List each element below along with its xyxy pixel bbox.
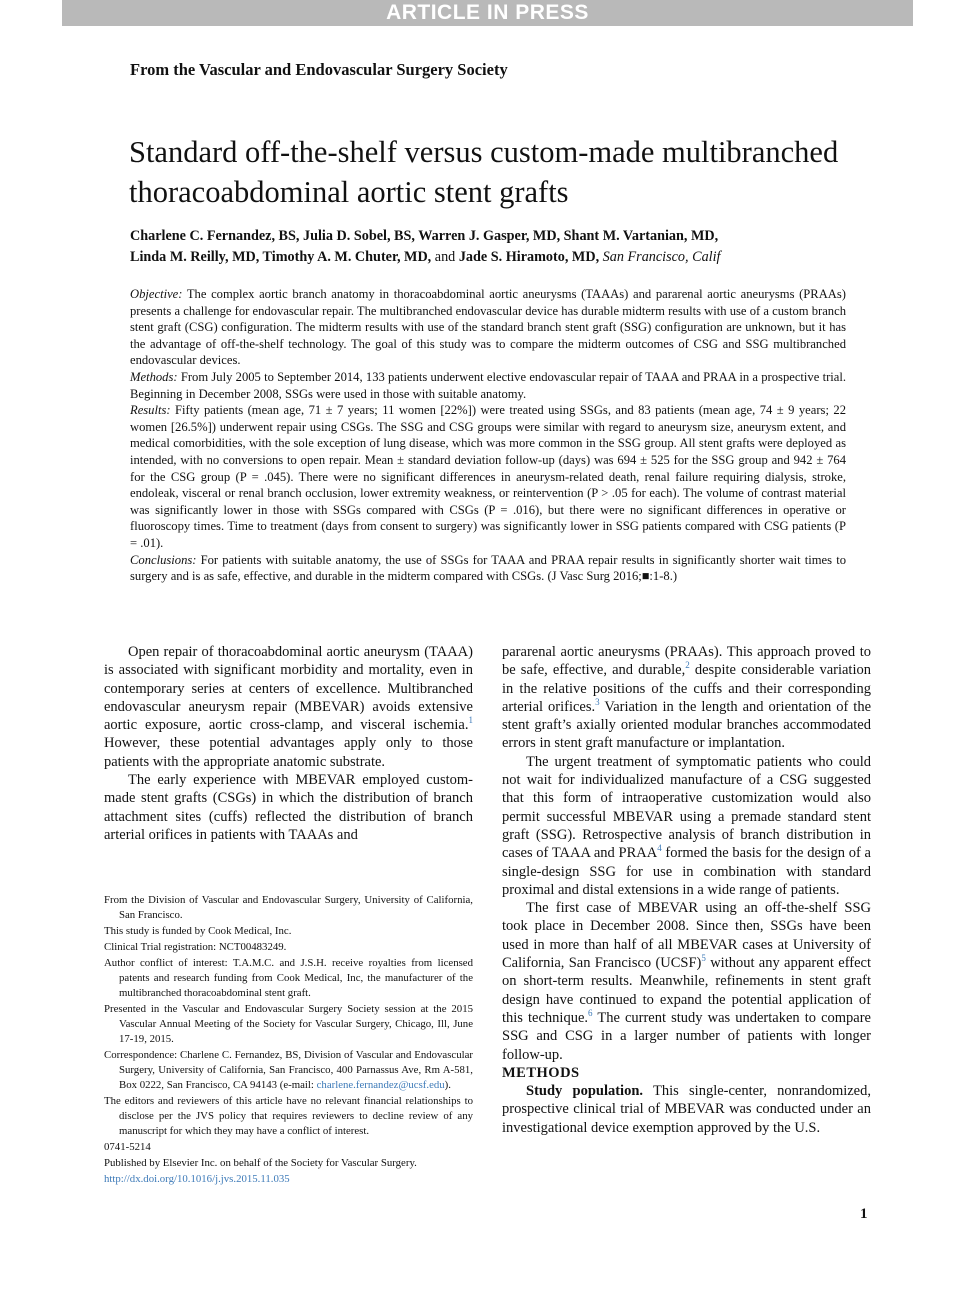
objective-label: Objective: (130, 287, 183, 301)
objective-text: The complex aortic branch anatomy in thoracoabdominal aortic aneurysms (TAAAs) and pararenal aortic aneurysms (PRAAs) presents a challenge for endovascular repair. The multibranched endovascular device has durable midterm results with use of a custom branch stent graft (CSG) configuration. The midterm results with use of the standard branch stent graft (SSG) configuration are unknown, but it has the advantage of off-the-shelf technology. The goal of this study was to compare the midterm outcomes of CSG and SSG multibranched endovascular devices. (130, 287, 846, 368)
results-label: Results: (130, 403, 171, 418)
body-paragraph (502, 643, 871, 753)
body-text: without any apparent effect on short-term results. Meanwhile, refinements in stent graft design have continued to expand the potential application of this technique. (502, 955, 872, 1026)
study-population-label: Study population. (526, 1083, 644, 1100)
society-header: From the Vascular and Endovascular Surgery Society (130, 60, 508, 79)
reference-link[interactable]: 4 (657, 843, 662, 854)
body-text: formed the basis for the design of a single-design SSG for use in combination with standard proximal and distal extensions in a wide range of patients. (502, 845, 871, 898)
conclusions-text: For patients with suitable anatomy, the use of SSGs for TAAA and PRAA repair results in significantly shorter wait times to surgery and is as safe, effective, and durable in the midterm compared with CSGs. (J Vasc Surg 2016;■:1-8.) (130, 552, 846, 584)
body-text: Variation in the length and orientation of the stent graft’s axially oriented modular branches accommodated errors in stent graft manufacture or implantation. (502, 698, 872, 752)
footnote-conflict: Author conflict of interest: T.A.M.C. and J.S.H. receive royalties from licensed patents and research funding from Cook Medical, Inc, the manufacturer of the multibranched thoracoabdominal stent graft. (104, 957, 473, 999)
body-paragraph (104, 771, 473, 844)
article-title: Standard off-the-shelf versus custom-made multibranched thoracoabdominal aortic stent grafts (129, 135, 839, 209)
authors-line-1: Charlene C. Fernandez, BS, Julia D. Sobel, BS, Warren J. Gasper, MD, Shant M. Vartanian, MD, (130, 228, 719, 244)
abstract-conclusions (130, 552, 846, 585)
authors-and: and (431, 248, 459, 265)
body-text: The current study was undertaken to compare SSG and CSG in a larger number of patients with longer follow-up. (502, 1009, 871, 1063)
body-column-right (502, 643, 871, 1137)
reference-link[interactable]: 6 (588, 1008, 593, 1019)
correspondence-text: Correspondence: Charlene C. Fernandez, BS, Division of Vascular and Endovascular Surgery, University of California, San Francisco, 400 Parnassus Ave, Rm A-581, Box 0222, San Francisco, CA 94143 (e-mail: (104, 1049, 473, 1091)
body-text: The urgent treatment of symptomatic patients who could not wait for individualized manufacture of a CSG suggested that this form of intraoperative customization would also permit successful MBEVAR using a premade standard stent graft (SSG). Retrospective analysis of branch distribution in cases of TAAA and PRAA (502, 753, 871, 862)
footnote-publisher: Published by Elsevier Inc. on behalf of the Society for Vascular Surgery. (104, 1157, 417, 1169)
reference-link[interactable]: 2 (685, 660, 690, 671)
email-link[interactable]: charlene.fernandez@ucsf.edu (316, 1079, 445, 1091)
footnote-issn: 0741-5214 (104, 1141, 151, 1153)
author-location: San Francisco, Calif (599, 248, 721, 265)
page-number: 1 (860, 1206, 868, 1222)
author-list (130, 226, 870, 267)
body-text: despite considerable variation in the relative positions of the cuffs and their corresponding arterial orifices. (502, 662, 871, 715)
body-text: Open repair of thoracoabdominal aortic aneurysm (TAAA) is associated with significant morbidity and mortality, even in contemporary series at centers of excellence. Multibranched endovascular aneurysm repair (MBEVAR) avoids extensive aortic exposure, aortic cross-clamp, and visceral ischemia. (104, 644, 473, 734)
abstract-results (130, 402, 846, 551)
footnote-funding: This study is funded by Cook Medical, Inc. (104, 925, 292, 937)
authors-line-2b: Jade S. Hiramoto, MD, (458, 248, 600, 265)
correspondence-end: ). (444, 1079, 451, 1091)
body-text: This single-center, nonrandomized, prospective clinical trial of MBEVAR was conducted under an investigational device exemption approved by the U.S. (502, 1083, 871, 1136)
body-column-left (104, 643, 473, 844)
abstract (130, 286, 846, 585)
reference-link[interactable]: 3 (595, 697, 600, 708)
body-text: The first case of MBEVAR using an off-the-shelf SSG took place in December 2008. Since then, SSGs have been used in more than half of all MBEVAR cases at University of California, San Francisco (UCSF) (502, 900, 871, 972)
body-text: The early experience with MBEVAR employed custom-made stent grafts (CSGs) in which the distribution of branch attachment sites (cuffs) reflected the distribution of branch arterial orifices in patients with TAAAs and (104, 772, 473, 843)
footnote-affiliation: From the Division of Vascular and Endovascular Surgery, University of California, San Francisco. (104, 894, 473, 921)
body-paragraph (502, 1082, 871, 1137)
footnotes (104, 893, 473, 1188)
body-text: pararenal aortic aneurysms (PRAAs). This approach proved to be safe, effective, and durable, (502, 644, 871, 679)
conclusions-label: Conclusions: (130, 552, 197, 567)
doi-link[interactable]: http://dx.doi.org/10.1016/j.jvs.2015.11.035 (104, 1173, 290, 1185)
methods-text: From July 2005 to September 2014, 133 patients underwent elective endovascular repair of TAAA and PRAA in a prospective trial. Beginning in December 2008, SSGs were used in those with suitable anatomy. (130, 369, 846, 401)
footnote-trial: Clinical Trial registration: NCT00483249. (104, 941, 287, 953)
footnote-presented: Presented in the Vascular and Endovascular Surgery Society session at the 2015 Vascular Annual Meeting of the Society for Vascular Surgery, Chicago, Ill, June 17-19, 2015. (104, 1003, 473, 1045)
results-text: Fifty patients (mean age, 71 ± 7 years; 11 women [22%]) were treated using SSGs, and 83 patients (mean age, 74 ± 9 years; 22 women [26.5%]) underwent repair using CSGs. The SSG and CSG groups were similar with regard to aneurysm size, aneurysm extent, and medical comorbidities, with the sole exception of lung disease, which was more common in the SSG group. All stent grafts were deployed as intended, with no conversions to open repair. Mean ± standard deviation follow-up (days) was 694 ± 525 for the SSG group and 942 ± 764 for the CSG group (P = .045). There were no significant differences in aneurysm-related death, renal failure requiring dialysis, stroke, endoleak, visceral or renal branch occlusion, lower extremity weakness, or reintervention (P > .05 for each). The volume of contrast material was significantly lower in those with SSGs compared with CSGs (P = .016), but there were no significant differences in operative or fluoroscopy times. Time to treatment (days from consent to surgery) was significantly lower in SSG patients compared with CSG patients (P = .01). (130, 403, 846, 550)
abstract-methods (130, 369, 846, 402)
body-text: However, these potential advantages apply only to those patients with the appropriate anatomic substrate. (104, 735, 473, 770)
footnote-doi (104, 1172, 473, 1187)
authors-line-2a: Linda M. Reilly, MD, Timothy A. M. Chuter, MD, (130, 248, 432, 265)
body-paragraph (502, 899, 871, 1064)
methods-heading: METHODS (502, 1064, 580, 1081)
body-paragraph (104, 643, 473, 771)
body-paragraph (502, 753, 871, 899)
footnote-correspondence (104, 1048, 473, 1093)
reference-link[interactable]: 5 (701, 953, 706, 964)
methods-label: Methods: (130, 369, 178, 384)
abstract-objective (130, 286, 846, 369)
footnote-editors: The editors and reviewers of this article have no relevant financial relationships to disclose per the JVS policy that requires reviewers to decline review of any manuscript for which they may have a conflict of interest. (104, 1095, 473, 1137)
article-in-press-banner: ARTICLE IN PRESS (62, 0, 913, 26)
reference-link[interactable]: 1 (468, 715, 473, 726)
